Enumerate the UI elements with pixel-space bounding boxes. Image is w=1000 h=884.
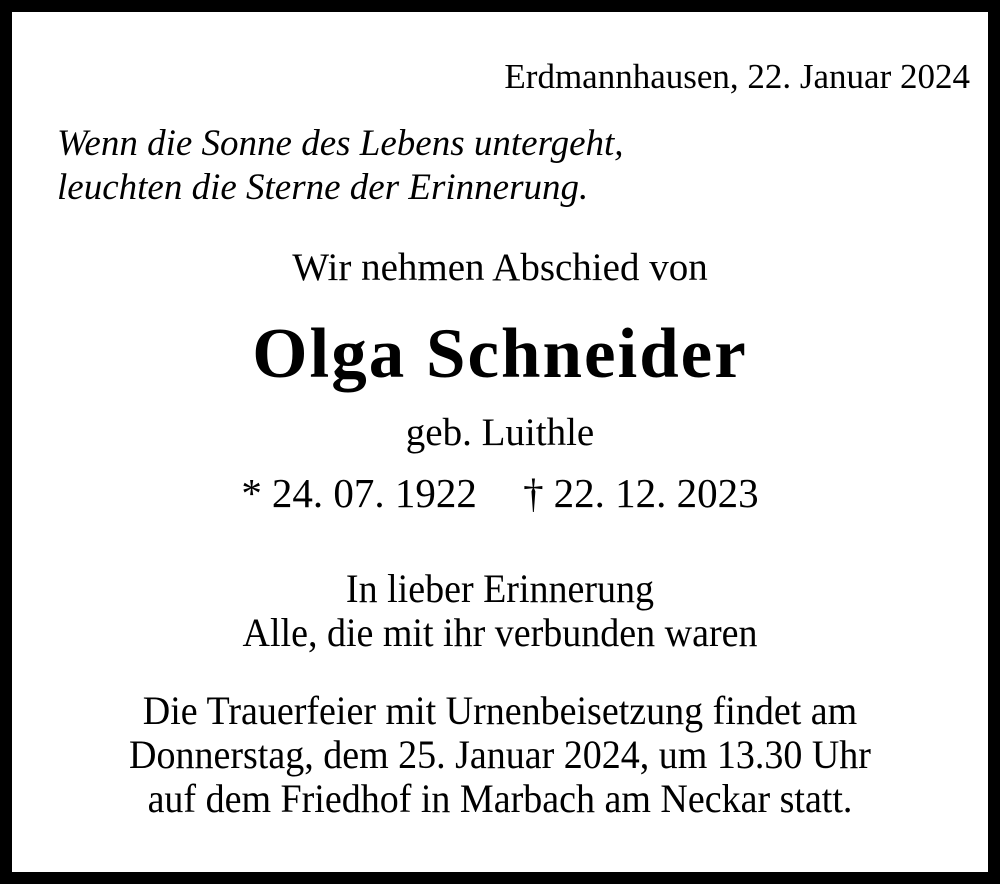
birth-date-text: 24. 07. 1922 (271, 470, 477, 516)
funeral-line-2: Donnerstag, dem 25. Januar 2024, um 13.30 Uhr (129, 732, 871, 777)
remembrance-line-2: Alle, die mit ihr verbunden waren (242, 610, 758, 655)
maiden-name: geb. Luithle (405, 411, 595, 454)
epigraph (57, 122, 624, 210)
life-dates (12, 470, 988, 516)
death-date-text: 22. 12. 2023 (553, 470, 759, 516)
dateline: Erdmannhausen, 22. Januar 2024 (504, 57, 970, 96)
funeral-line-3: auf dem Friedhof in Marbach am Neckar statt. (147, 776, 853, 821)
deceased-name: Olga Schneider (252, 315, 748, 393)
funeral-line-1: Die Trauerfeier mit Urnenbeisetzung findet am (142, 688, 858, 733)
birth-date (241, 470, 487, 516)
funeral-details (36, 689, 963, 821)
death-cross-icon: † (523, 470, 544, 516)
epigraph-line-2: leuchten die Sterne der Erinnerung. (57, 167, 589, 208)
born-star-icon: * (241, 470, 262, 516)
remembrance-line-1: In lieber Erinnerung (345, 566, 655, 611)
death-date (523, 470, 759, 516)
epigraph-line-1: Wenn die Sonne des Lebens untergeht, (57, 123, 624, 164)
intro-line: Wir nehmen Abschied von (292, 246, 708, 289)
